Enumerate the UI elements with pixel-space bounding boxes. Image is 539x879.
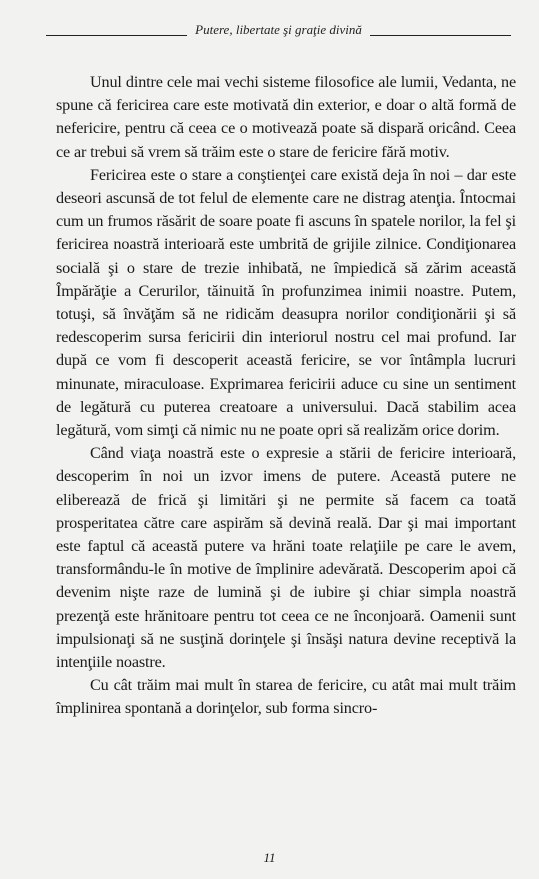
paragraph: Fericirea este o stare a conştienţei care există deja în noi – dar este deseori ascunsă de tot felul de elemente care ne distrag atenţia. Întocmai cum un frumos răsărit de soare poate fi ascuns în spatele norilor, la fel şi fericirea noastră interioară este umbrită de grijile zilnice. Condiţionarea socială şi o stare de trezie inhibată, ne împiedică să zărim această Împărăţie a Cerurilor, tăinuită în profunzimea inimii noastre. Putem, totuşi, să învăţăm să ne ridicăm deasupra norilor condiţionării şi să redescoperim sursa fericirii din interiorul nostru cel mai profund. Iar după ce vom fi descoperit această fericire, se vor întâmpla lucruri minunate, miraculoase. Exprimarea fericirii aduce cu sine un sentiment de legătură cu puterea creatoare a universului. Dacă stabilim acea legătură, vom simţi că nimic nu ne poate opri să realizăm orice dorim.	[56, 165, 516, 440]
page-number: 11	[263, 850, 276, 865]
header-rule-right	[370, 35, 511, 36]
running-header	[46, 22, 511, 38]
header-title: Putere, libertate şi graţie divină	[195, 22, 362, 37]
body-text	[56, 71, 516, 721]
paragraph: Când viaţa noastră este o expresie a stării de fericire interioară, descoperim în noi un izvor imens de putere. Această putere ne eliberează de frică şi limitări şi ne permite să facem ca toată prosperitatea către care aspirăm să devină reală. Dar şi mai important este faptul că această putere va hrăni toate relaţiile pe care le avem, transformându-le în motive de împlinire adevărată. Descoperim apoi că devenim nişte raze de lumină şi de iubire şi chiar simpla noastră prezenţă este hrănitoare pentru tot ceea ce ne înconjoară. Oamenii sunt impulsionaţi să ne susţină dorinţele şi însăşi natura devine receptivă la intenţiile noastre.	[56, 444, 516, 672]
paragraph: Unul dintre cele mai vechi sisteme filosofice ale lumii, Vedanta, ne spune că fericirea care este motivată din exterior, e doar o altă formă de nefericire, pentru că ceea ce o motivează poate să dispară oricând. Ceea ce ar trebui să vrem să trăim este o stare de fericire fără motiv.	[56, 73, 516, 161]
paragraph: Cu cât trăim mai mult în starea de fericire, cu atât mai mult trăim împlinirea spontană a dorinţelor, sub forma sincro-	[56, 676, 516, 718]
header-rule-left	[46, 35, 187, 36]
